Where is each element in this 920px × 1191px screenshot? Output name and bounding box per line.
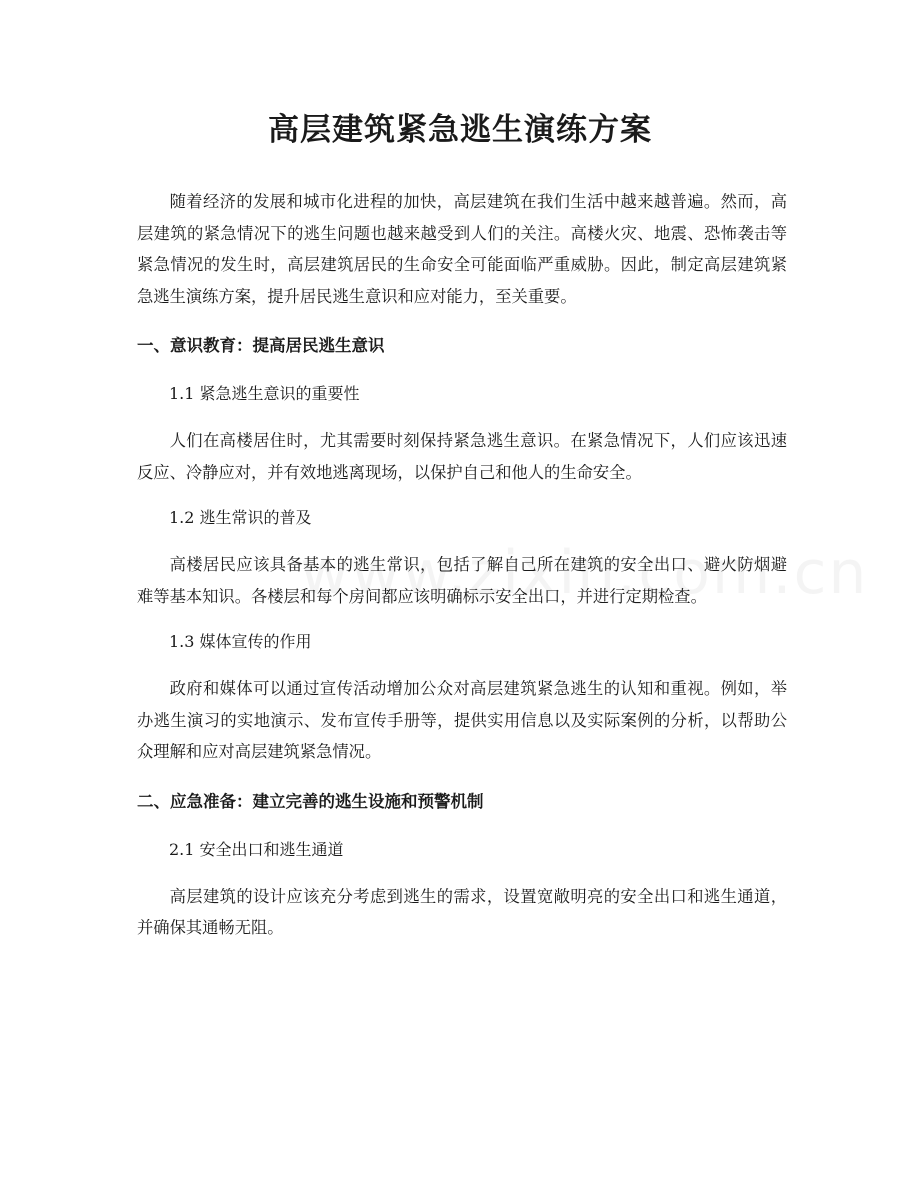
- section-2: [137, 788, 787, 944]
- section-heading: 一、意识教育：提高居民逃生意识: [137, 336, 385, 355]
- section-1: [137, 332, 787, 768]
- section-heading: 二、应急准备：建立完善的逃生设施和预警机制: [137, 791, 484, 811]
- subsection-heading: 1.1 紧急逃生意识的重要性: [169, 384, 360, 403]
- subsection-heading: 1.3 媒体宣传的作用: [169, 632, 312, 651]
- subsection-paragraph: 政府和媒体可以通过宣传活动增加公众对高层建筑紧急逃生的认知和重视。例如，举办逃生演习的实地演示、发布宣传手册等，提供实用信息以及实际案例的分析，以帮助公众理解和应对高层建筑紧急情况。: [137, 679, 787, 761]
- subsection-paragraph: 高层建筑的设计应该充分考虑到逃生的需求，设置宽敞明亮的安全出口和逃生通道，并确保其通畅无阻。: [137, 886, 787, 937]
- document-title: 高层建筑紧急逃生演练方案: [268, 112, 652, 148]
- intro-paragraph: 随着经济的发展和城市化进程的加快，高层建筑在我们生活中越来越普遍。然而，高层建筑的紧急情况下的逃生问题也越来越受到人们的关注。高楼火灾、地震、恐怖袭击等紧急情况的发生时，高层建筑居民的生命安全可能面临严重威胁。因此，制定高层建筑紧急逃生演练方案，提升居民逃生意识和应对能力，至关重要。: [137, 192, 787, 306]
- document-body: [137, 186, 787, 960]
- subsection-paragraph: 人们在高楼居住时，尤其需要时刻保持紧急逃生意识。在紧急情况下，人们应该迅速反应、冷静应对，并有效地逃离现场，以保护自己和他人的生命安全。: [137, 431, 787, 482]
- subsection-paragraph: 高楼居民应该具备基本的逃生常识，包括了解自己所在建筑的安全出口、避火防烟避难等基本知识。各楼层和每个房间都应该明确标示安全出口，并进行定期检查。: [137, 555, 787, 606]
- subsection-heading: 1.2 逃生常识的普及: [169, 508, 312, 527]
- subsection-heading: 2.1 安全出口和逃生通道: [169, 839, 344, 859]
